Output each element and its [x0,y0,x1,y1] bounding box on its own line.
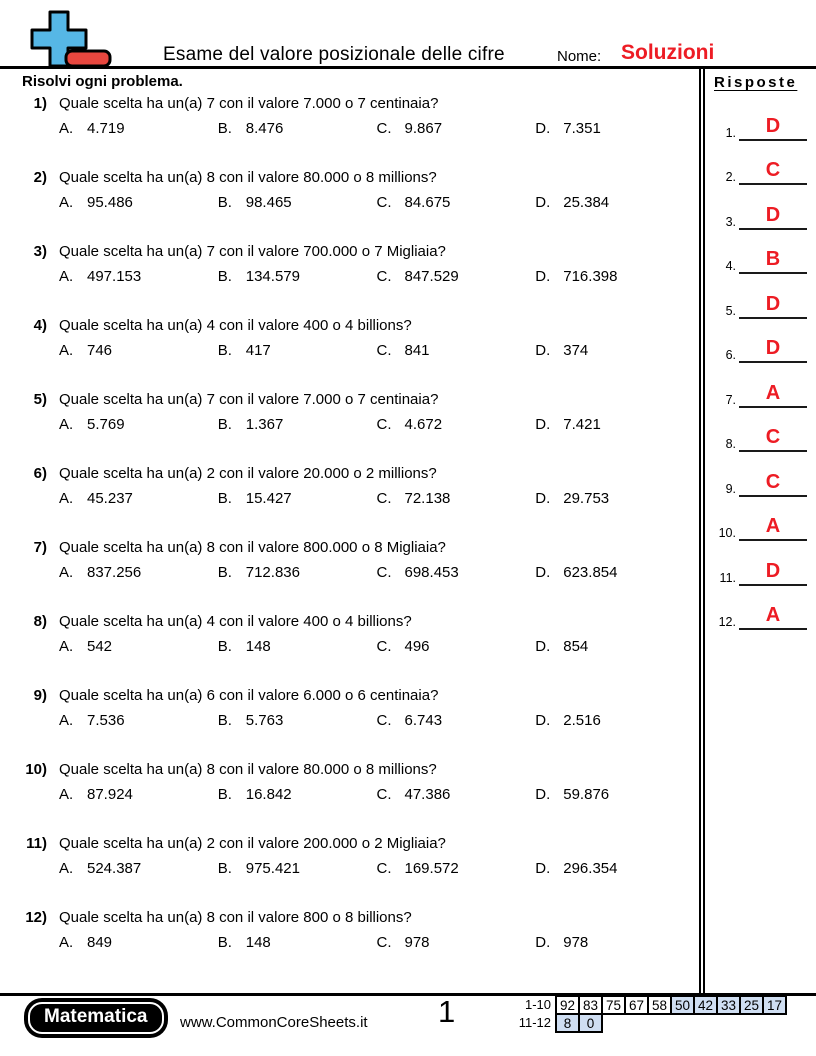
question-options [59,416,694,433]
website-link: www.CommonCoreSheets.it [180,1014,368,1031]
option-b [218,194,377,211]
score-cell: 92 [555,995,580,1015]
option-b-value: 5.763 [245,712,284,729]
option-c-value: 978 [404,934,430,951]
option-b-value: 148 [245,638,271,655]
option-b-letter: B. [217,934,232,951]
option-c-letter: C. [376,860,392,877]
score-cell: 33 [716,995,741,1015]
answer-number: 7. [725,392,736,407]
option-d-value: 374 [563,342,589,359]
name-label: Nome: [557,48,602,65]
option-b-letter: B. [217,860,232,877]
option-b [218,712,377,729]
option-a-letter: A. [59,194,74,211]
option-c-value: 47.386 [404,786,451,803]
answer-row [712,452,812,497]
option-c-letter: C. [376,638,392,655]
option-d-letter: D. [535,194,551,211]
option-d [535,120,694,137]
question-text: Quale scelta ha un(a) 8 con il valore 80.000 o 8 millions? [59,169,437,186]
option-a [59,860,218,877]
option-a-value: 746 [87,342,113,359]
header-rule [0,66,816,69]
option-b [218,120,377,137]
option-a-letter: A. [59,860,74,877]
option-a [59,786,218,803]
question-options [59,564,694,581]
score-cell: 0 [578,1013,603,1033]
option-d-letter: D. [535,638,551,655]
question-number: 11) [26,835,47,852]
option-c [377,860,536,877]
option-a [59,490,218,507]
option-a-letter: A. [59,416,74,433]
answer-number: 4. [725,259,736,274]
option-c-letter: C. [376,120,392,137]
option-c-letter: C. [376,268,392,285]
answers-header: Risposte [714,74,798,91]
option-c [377,194,536,211]
question-number: 8) [33,613,47,630]
question-item [22,243,694,317]
option-d-letter: D. [535,490,551,507]
option-d-value: 29.753 [563,490,610,507]
option-c-value: 169.572 [404,860,459,877]
brand-badge [24,998,168,1038]
option-b [218,416,377,433]
option-d-letter: D. [535,786,551,803]
option-b [218,934,377,951]
answer-row [712,497,812,542]
question-number: 2) [33,169,47,186]
question-text: Quale scelta ha un(a) 2 con il valore 20.000 o 2 millions? [59,465,437,482]
option-d-value: 59.876 [563,786,610,803]
score-cell: 67 [624,995,649,1015]
option-d-value: 296.354 [563,860,618,877]
option-b [218,564,377,581]
answer-blank-line [739,249,807,274]
question-number: 10) [25,761,47,778]
answer-blank-line [739,561,807,586]
option-b-value: 417 [245,342,271,359]
option-b-letter: B. [217,564,232,581]
option-a-letter: A. [59,712,74,729]
option-b-letter: B. [217,786,232,803]
option-a-letter: A. [59,342,74,359]
option-c-value: 9.867 [404,120,443,137]
question-item [22,169,694,243]
question-options [59,120,694,137]
answer-number: 5. [725,303,736,318]
option-c [377,490,536,507]
option-d-value: 7.421 [563,416,601,433]
answers-sidebar [699,66,816,993]
score-cell: 75 [601,995,626,1015]
option-c-value: 4.672 [404,416,443,433]
answer-letter: D [765,337,781,359]
option-d-letter: D. [535,712,551,729]
answers-list [712,96,812,630]
option-a [59,194,218,211]
answer-letter: A [765,381,781,404]
answer-number: 6. [725,348,736,363]
option-b-letter: B. [217,194,232,211]
option-a [59,342,218,359]
question-item [22,835,694,909]
option-d-value: 7.351 [563,120,601,137]
option-c [377,120,536,137]
answer-blank-line [739,383,807,408]
score-cell: 50 [670,995,695,1015]
option-c-value: 698.453 [404,564,459,581]
option-a-value: 5.769 [87,416,125,433]
answer-letter: D [765,203,781,226]
answer-letter: B [765,248,781,270]
answer-row [712,185,812,230]
option-d [535,490,694,507]
option-a-value: 524.387 [87,860,142,877]
option-c-value: 84.675 [404,194,451,211]
question-text: Quale scelta ha un(a) 2 con il valore 200.000 o 2 Migliaia? [59,835,446,852]
answer-number: 2. [725,170,736,185]
question-options [59,860,694,877]
option-b-value: 712.836 [245,564,300,581]
answer-blank-line [739,160,807,185]
option-b [218,268,377,285]
question-text: Quale scelta ha un(a) 4 con il valore 400 o 4 billions? [59,613,412,630]
question-item [22,909,694,983]
answer-blank-line [739,605,807,630]
score-row-2-label: 11-12 [518,1015,551,1030]
option-b-value: 98.465 [245,194,292,211]
option-c-value: 496 [404,638,430,655]
answer-letter: D [765,292,781,315]
name-value-solutions: Soluzioni [621,41,715,64]
answer-number: 3. [725,214,736,229]
option-a-value: 4.719 [87,120,125,137]
option-b-value: 8.476 [245,120,284,137]
brand-name: Matematica [28,1002,164,1034]
question-item [22,539,694,613]
option-c-letter: C. [376,194,392,211]
question-text: Quale scelta ha un(a) 7 con il valore 700.000 o 7 Migliaia? [59,243,446,260]
question-text: Quale scelta ha un(a) 8 con il valore 80.000 o 8 millions? [59,761,437,778]
option-a-value: 849 [87,934,113,951]
option-a-value: 497.153 [87,268,142,285]
option-a-letter: A. [59,934,74,951]
question-number: 6) [33,465,47,482]
option-d-value: 978 [563,934,589,951]
score-table [507,995,787,1033]
answer-number: 11. [719,570,736,585]
option-b [218,638,377,655]
question-item [22,613,694,687]
option-c-value: 72.138 [404,490,451,507]
page-title: Esame del valore posizionale delle cifre [163,44,505,65]
answer-row [712,141,812,186]
option-c-letter: C. [376,712,392,729]
option-a-value: 542 [87,638,113,655]
option-d [535,786,694,803]
instruction-text: Risolvi ogni problema. [22,73,183,90]
score-row-2 [507,1013,787,1033]
plus-minus-icon [26,10,116,70]
answer-number: 9. [725,481,736,496]
answer-letter: A [765,515,781,537]
score-cell: 83 [578,995,603,1015]
question-options [59,712,694,729]
answer-row [712,319,812,364]
option-a-letter: A. [59,564,74,581]
answer-number: 10. [718,526,736,541]
score-cell: 58 [647,995,672,1015]
question-text: Quale scelta ha un(a) 8 con il valore 800 o 8 billions? [59,909,412,926]
option-c-value: 847.529 [404,268,459,285]
question-item [22,391,694,465]
option-a [59,120,218,137]
option-b-value: 1.367 [245,416,284,433]
option-b-value: 134.579 [245,268,300,285]
question-text: Quale scelta ha un(a) 7 con il valore 7.000 o 7 centinaia? [59,95,439,112]
option-d-letter: D. [535,416,551,433]
question-number: 12) [25,909,47,926]
answer-row [712,96,812,141]
option-d [535,638,694,655]
answer-letter: A [765,604,781,626]
option-d-letter: D. [535,564,551,581]
option-a [59,564,218,581]
option-b-letter: B. [217,342,232,359]
question-text: Quale scelta ha un(a) 6 con il valore 6.000 o 6 centinaia? [59,687,439,704]
score-cell: 25 [739,995,764,1015]
answer-blank-line [739,205,807,230]
questions-list [22,95,694,983]
option-c [377,268,536,285]
score-cell: 8 [555,1013,580,1033]
option-b [218,860,377,877]
option-d [535,564,694,581]
option-b-letter: B. [217,638,232,655]
score-row-1-label: 1-10 [524,997,551,1012]
option-a-letter: A. [59,786,74,803]
option-d-value: 623.854 [563,564,618,581]
question-options [59,786,694,803]
option-d-value: 2.516 [563,712,601,729]
answer-letter: C [765,159,781,181]
answer-letter: C [765,426,781,448]
question-item [22,95,694,169]
option-d-value: 854 [563,638,589,655]
option-b [218,786,377,803]
question-item [22,761,694,835]
answer-row [712,408,812,453]
option-c [377,934,536,951]
question-options [59,194,694,211]
option-d-letter: D. [535,268,551,285]
option-c [377,786,536,803]
answer-blank-line [739,472,807,497]
question-item [22,465,694,539]
question-options [59,342,694,359]
answer-blank-line [739,294,807,319]
answer-row [712,363,812,408]
option-a-letter: A. [59,268,74,285]
option-d [535,194,694,211]
answer-blank-line [739,116,807,141]
option-a-value: 7.536 [87,712,125,729]
option-c-value: 841 [404,342,430,359]
option-d-value: 25.384 [563,194,610,211]
answer-row [712,541,812,586]
answer-letter: D [765,559,781,582]
option-a-value: 87.924 [87,786,133,803]
option-b-letter: B. [217,490,232,507]
option-d-letter: D. [535,120,551,137]
question-number: 4) [33,317,47,334]
option-d-value: 716.398 [563,268,618,285]
option-a [59,416,218,433]
score-row-1 [507,995,787,1015]
question-number: 1) [33,95,47,112]
option-d [535,860,694,877]
answer-blank-line [739,338,807,363]
option-c-value: 6.743 [404,712,443,729]
option-d-letter: D. [535,342,551,359]
option-c [377,638,536,655]
option-d [535,934,694,951]
option-c-letter: C. [376,416,392,433]
option-c-letter: C. [376,934,392,951]
option-a-letter: A. [59,120,74,137]
score-cell: 42 [693,995,718,1015]
question-number: 5) [33,391,47,408]
option-c [377,342,536,359]
answer-row [712,586,812,631]
answer-row [712,230,812,275]
question-number: 9) [33,687,47,704]
answer-letter: C [765,470,781,493]
option-b-value: 16.842 [245,786,292,803]
option-c-letter: C. [376,490,392,507]
answer-row [712,274,812,319]
option-b [218,490,377,507]
answer-blank-line [739,516,807,541]
answer-letter: D [765,114,781,137]
option-b-letter: B. [217,712,232,729]
question-options [59,268,694,285]
option-a [59,934,218,951]
answer-blank-line [739,427,807,452]
option-c [377,712,536,729]
option-c [377,564,536,581]
answer-number: 8. [725,437,736,452]
option-a [59,638,218,655]
option-a-letter: A. [59,638,74,655]
option-b-letter: B. [217,120,232,137]
option-b-letter: B. [217,268,232,285]
option-c-letter: C. [376,786,392,803]
question-options [59,934,694,951]
option-c-letter: C. [376,342,392,359]
option-a-value: 837.256 [87,564,142,581]
option-a-value: 95.486 [87,194,133,211]
option-d-letter: D. [535,934,551,951]
question-number: 3) [33,243,47,260]
option-a [59,712,218,729]
option-d-letter: D. [535,860,551,877]
question-text: Quale scelta ha un(a) 7 con il valore 7.000 o 7 centinaia? [59,391,439,408]
question-options [59,490,694,507]
option-d [535,712,694,729]
option-d [535,268,694,285]
question-item [22,317,694,391]
answer-number: 1. [725,125,736,140]
score-cell: 17 [762,995,787,1015]
question-number: 7) [33,539,47,556]
option-b-value: 975.421 [245,860,300,877]
option-a-letter: A. [59,490,74,507]
option-a [59,268,218,285]
answer-number: 12. [718,615,736,630]
option-d [535,342,694,359]
question-options [59,638,694,655]
page-number: 1 [438,994,456,1029]
option-d [535,416,694,433]
option-b-value: 15.427 [245,490,292,507]
option-b-letter: B. [217,416,232,433]
option-a-value: 45.237 [87,490,133,507]
option-b [218,342,377,359]
option-c-letter: C. [376,564,392,581]
question-item [22,687,694,761]
question-text: Quale scelta ha un(a) 4 con il valore 400 o 4 billions? [59,317,412,334]
option-c [377,416,536,433]
question-text: Quale scelta ha un(a) 8 con il valore 800.000 o 8 Migliaia? [59,539,446,556]
option-b-value: 148 [245,934,271,951]
